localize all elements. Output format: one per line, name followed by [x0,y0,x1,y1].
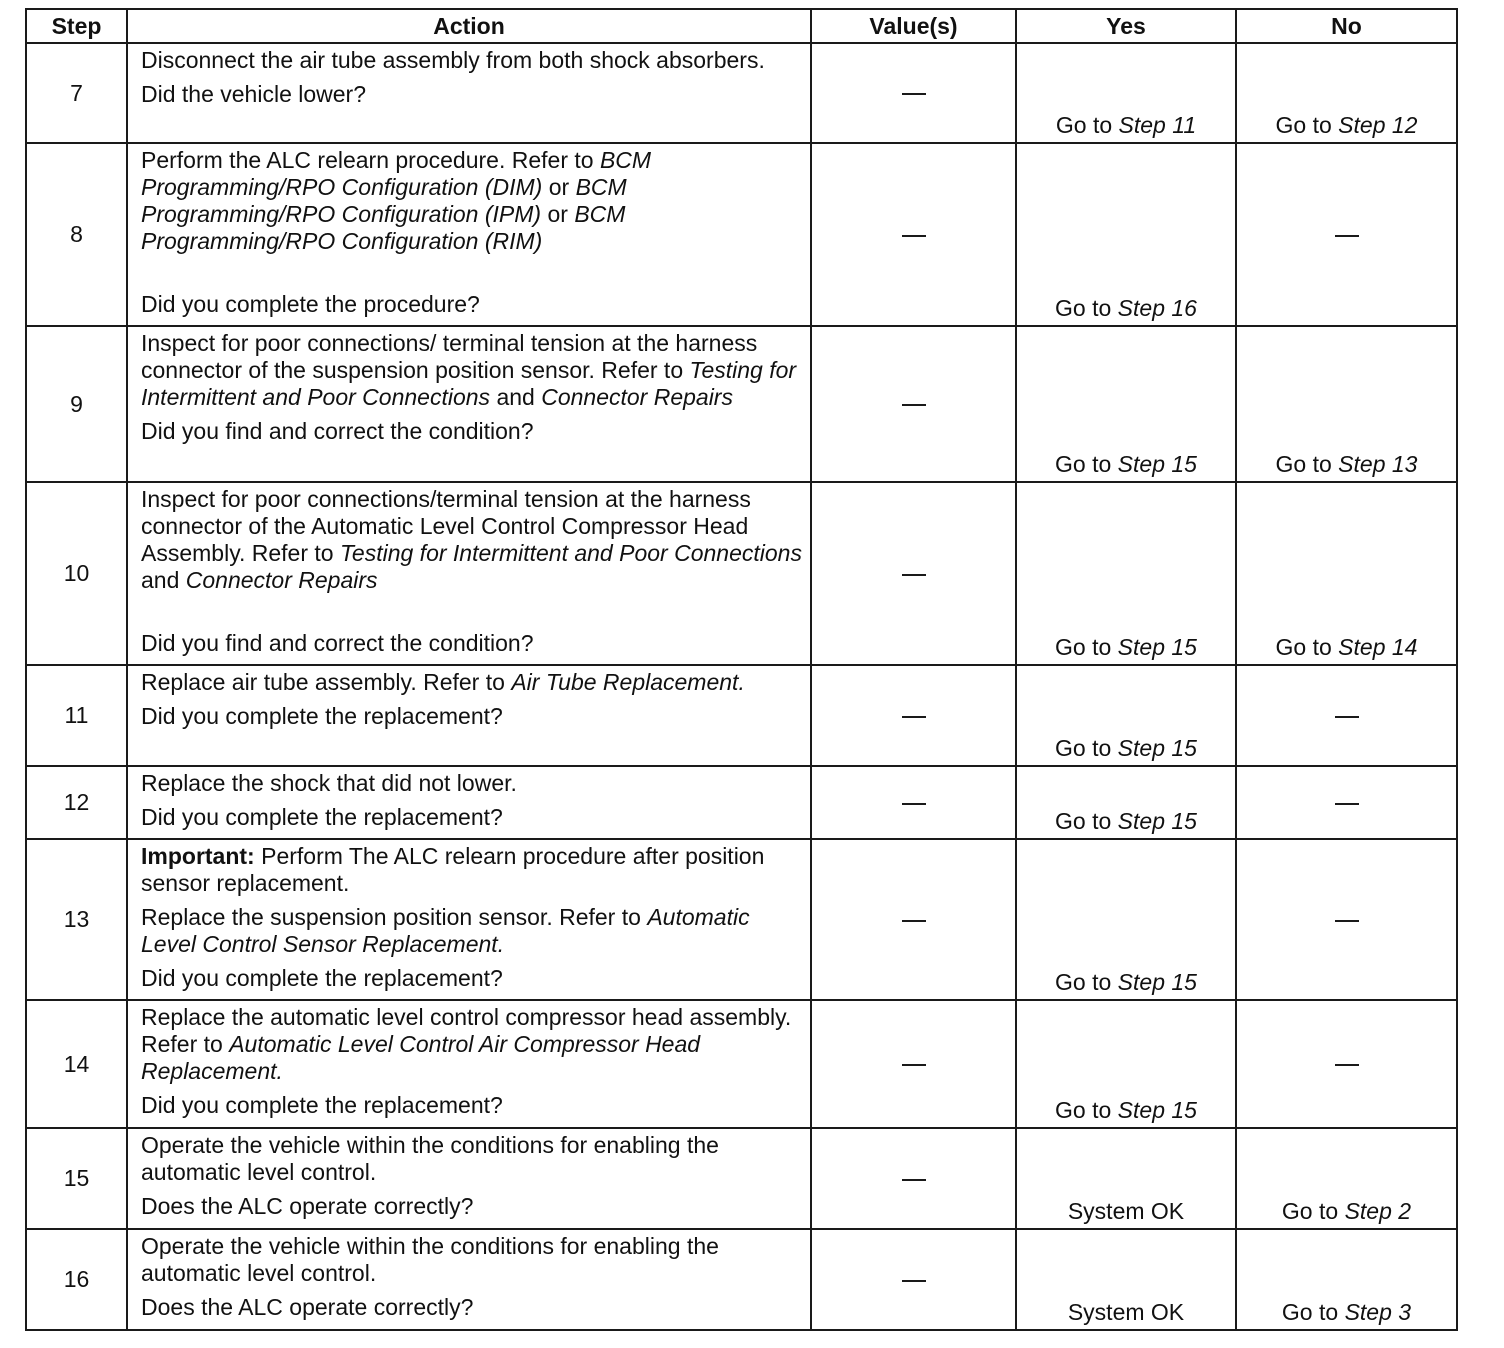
action-text: Disconnect the air tube assembly from both shock absorbers. [141,47,765,73]
yes-step-link[interactable]: Step 15 [1117,808,1197,834]
yes-cell: Go to Step 15 [1016,839,1236,1000]
diagnostic-table [25,8,1458,1331]
step-number: 14 [26,1000,127,1128]
value-cell [811,326,1016,482]
action-text: Replace the automatic level control compressor head assembly. Refer to Automatic Level Control Air Compressor Head Replacement. [141,1004,792,1084]
action-text: Replace the suspension position sensor. Refer to Automatic Level Control Sensor Replacement. [141,904,750,957]
action-question: Does the ALC operate correctly? [141,1193,474,1219]
action-cell [127,1128,811,1229]
action-text: Replace air tube assembly. Refer to Air Tube Replacement. [141,669,745,695]
no-cell: Go to Step 3 [1236,1229,1457,1330]
reference-link[interactable]: BCM Programming/RPO Configuration (DIM) [141,147,652,200]
table-row [26,766,1457,839]
action-question: Does the ALC operate correctly? [141,1294,474,1320]
no-cell [1236,766,1457,839]
step-number: 11 [26,665,127,766]
table-row [26,43,1457,143]
value-cell [811,839,1016,1000]
action-cell [127,766,811,839]
action-question: Did you find and correct the condition? [141,418,534,444]
yes-cell: Go to Step 15 [1016,326,1236,482]
yes-step-link[interactable]: Step 16 [1117,295,1197,321]
action-cell [127,43,811,143]
dash-mark [902,93,926,95]
value-cell [811,482,1016,665]
reference-link[interactable]: Testing for Intermittent and Poor Connections [141,357,797,410]
yes-cell: Go to Step 11 [1016,43,1236,143]
no-step-link[interactable]: Step 2 [1344,1198,1412,1224]
header-yes: Yes [1016,9,1236,43]
dash-mark [902,716,926,718]
table-row [26,665,1457,766]
table-row [26,1229,1457,1330]
action-question: Did you complete the replacement? [141,804,503,830]
step-number: 13 [26,839,127,1000]
action-question: Did you complete the replacement? [141,965,503,991]
dash-mark [902,1179,926,1181]
yes-cell: Go to Step 16 [1016,143,1236,326]
reference-link[interactable]: Connector Repairs [185,567,378,593]
yes-cell: Go to Step 15 [1016,766,1236,839]
yes-cell [1016,1229,1236,1330]
no-step-link[interactable]: Step 3 [1344,1299,1412,1325]
yes-step-link[interactable]: Step 11 [1118,112,1197,138]
action-question: Did you complete the procedure? [141,291,480,317]
header-values: Value(s) [811,9,1016,43]
value-cell [811,143,1016,326]
action-text: Inspect for poor connections/ terminal tension at the harness connector of the suspension position sensor. Refer to Testing for Intermittent and Poor Connections and Connector Repairs [141,330,797,410]
action-text: Operate the vehicle within the conditions for enabling the automatic level control. [141,1233,719,1286]
action-cell [127,1000,811,1128]
step-number: 8 [26,143,127,326]
reference-link[interactable]: Automatic Level Control Sensor Replacement. [141,904,750,957]
step-number: 9 [26,326,127,482]
action-question: Did you complete the replacement? [141,1092,503,1118]
dash-mark [902,920,926,922]
yes-step-link[interactable]: Step 15 [1117,969,1197,995]
yes-cell: Go to Step 15 [1016,665,1236,766]
reference-link[interactable]: Testing for Intermittent and Poor Connections [339,540,802,566]
no-cell: Go to Step 12 [1236,43,1457,143]
yes-cell: Go to Step 15 [1016,482,1236,665]
action-question: Did the vehicle lower? [141,81,367,107]
action-text: Perform the ALC relearn procedure. Refer to BCM Programming/RPO Configuration (DIM) or BCM Programming/RPO Configuration (IPM) or BCM Programming/RPO Configuration (RIM) [141,147,652,254]
header-action: Action [127,9,811,43]
action-text: Inspect for poor connections/terminal tension at the harness connector of the Automatic Level Control Compressor Head Assembly. Refer to Testing for Intermittent and Poor Connections and Connector Repairs [141,486,802,593]
important-note: Important: Perform The ALC relearn procedure after position sensor replacement. [141,843,765,896]
action-question: Did you complete the replacement? [141,703,503,729]
dash-mark [1335,235,1359,237]
header-step: Step [26,9,127,43]
no-step-link[interactable]: Step 14 [1338,634,1418,660]
yes-step-link[interactable]: Step 15 [1117,735,1197,761]
dash-mark [902,803,926,805]
dash-mark [902,1280,926,1282]
table-row [26,1000,1457,1128]
step-number: 7 [26,43,127,143]
no-cell [1236,143,1457,326]
reference-link[interactable]: Connector Repairs [541,384,733,410]
dash-mark [1335,716,1359,718]
yes-step-link[interactable]: Step 15 [1117,1097,1197,1123]
no-cell [1236,839,1457,1000]
action-cell [127,143,811,326]
action-cell [127,839,811,1000]
value-cell [811,43,1016,143]
no-cell [1236,665,1457,766]
value-cell [811,1229,1016,1330]
table-row [26,326,1457,482]
header-no: No [1236,9,1457,43]
dash-mark [1335,1064,1359,1066]
action-text: Replace the shock that did not lower. [141,770,517,796]
reference-link[interactable]: Automatic Level Control Air Compressor Head Replacement. [141,1031,701,1084]
header-row [26,9,1457,43]
dash-mark [1335,803,1359,805]
action-cell [127,1229,811,1330]
step-number: 16 [26,1229,127,1330]
dash-mark [1335,920,1359,922]
no-cell: Go to Step 13 [1236,326,1457,482]
action-cell [127,665,811,766]
no-cell [1236,1000,1457,1128]
reference-link[interactable]: BCM Programming/RPO Configuration (RIM) [141,201,626,254]
reference-link[interactable]: Air Tube Replacement. [511,669,745,695]
value-cell [811,766,1016,839]
action-cell [127,482,811,665]
table-row [26,1128,1457,1229]
no-cell: Go to Step 2 [1236,1128,1457,1229]
system-ok-text: System OK [1067,1299,1185,1325]
step-number: 12 [26,766,127,839]
system-ok-text: System OK [1067,1198,1185,1224]
no-step-link[interactable]: Step 13 [1338,451,1418,477]
reference-link[interactable]: BCM Programming/RPO Configuration (IPM) [141,174,627,227]
yes-step-link[interactable]: Step 15 [1117,634,1197,660]
dash-mark [902,1064,926,1066]
table-row [26,482,1457,665]
value-cell [811,1128,1016,1229]
yes-step-link[interactable]: Step 15 [1117,451,1197,477]
dash-mark [902,235,926,237]
value-cell [811,665,1016,766]
no-cell: Go to Step 14 [1236,482,1457,665]
value-cell [811,1000,1016,1128]
action-cell [127,326,811,482]
yes-cell [1016,1128,1236,1229]
table-row [26,143,1457,326]
dash-mark [902,574,926,576]
action-text: Operate the vehicle within the conditions for enabling the automatic level control. [141,1132,719,1185]
action-question: Did you find and correct the condition? [141,630,534,656]
no-step-link[interactable]: Step 12 [1338,112,1418,138]
table-row [26,839,1457,1000]
important-label: Important: [141,843,255,869]
step-number: 10 [26,482,127,665]
step-number: 15 [26,1128,127,1229]
yes-cell: Go to Step 15 [1016,1000,1236,1128]
dash-mark [902,404,926,406]
